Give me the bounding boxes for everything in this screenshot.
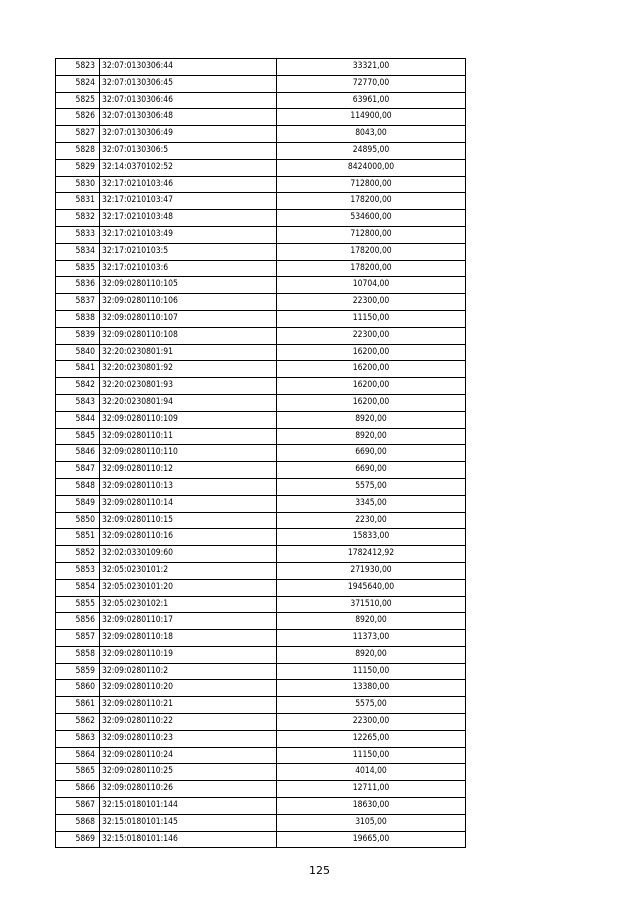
cadastral-value-cell: 11150,00 bbox=[277, 310, 466, 327]
row-number-cell: 5848 bbox=[56, 478, 100, 495]
table-row bbox=[56, 546, 466, 563]
table-row bbox=[56, 680, 466, 697]
row-number-cell: 5864 bbox=[56, 747, 100, 764]
cadastral-value-cell: 2230,00 bbox=[277, 512, 466, 529]
cadastral-number-cell: 32:07:0130306:5 bbox=[100, 142, 277, 159]
table-row bbox=[56, 327, 466, 344]
table-row bbox=[56, 814, 466, 831]
cadastral-value-cell: 72770,00 bbox=[277, 75, 466, 92]
cadastral-number-cell: 32:09:0280110:15 bbox=[100, 512, 277, 529]
table-row bbox=[56, 764, 466, 781]
cadastral-number-cell: 32:15:0180101:145 bbox=[100, 814, 277, 831]
row-number-cell: 5837 bbox=[56, 294, 100, 311]
cadastral-number-cell: 32:07:0130306:49 bbox=[100, 126, 277, 143]
cadastral-value-cell: 24895,00 bbox=[277, 142, 466, 159]
row-number-cell: 5824 bbox=[56, 75, 100, 92]
cadastral-number-cell: 32:09:0280110:18 bbox=[100, 630, 277, 647]
row-number-cell: 5825 bbox=[56, 92, 100, 109]
table-row bbox=[56, 495, 466, 512]
row-number-cell: 5844 bbox=[56, 411, 100, 428]
table-row bbox=[56, 378, 466, 395]
table-row bbox=[56, 428, 466, 445]
cadastral-number-cell: 32:15:0180101:146 bbox=[100, 831, 277, 848]
cadastral-value-cell: 8920,00 bbox=[277, 411, 466, 428]
cadastral-value-cell: 712800,00 bbox=[277, 226, 466, 243]
cadastral-number-cell: 32:07:0130306:44 bbox=[100, 59, 277, 76]
table-row bbox=[56, 310, 466, 327]
cadastral-number-cell: 32:20:0230801:92 bbox=[100, 361, 277, 378]
cadastral-number-cell: 32:09:0280110:13 bbox=[100, 478, 277, 495]
cadastral-value-cell: 11150,00 bbox=[277, 747, 466, 764]
cadastral-value-cell: 712800,00 bbox=[277, 176, 466, 193]
cadastral-value-cell: 8424000,00 bbox=[277, 159, 466, 176]
cadastral-value-cell: 3345,00 bbox=[277, 495, 466, 512]
table-row bbox=[56, 596, 466, 613]
table-row bbox=[56, 730, 466, 747]
cadastral-value-cell: 11373,00 bbox=[277, 630, 466, 647]
row-number-cell: 5842 bbox=[56, 378, 100, 395]
cadastral-number-cell: 32:20:0230801:91 bbox=[100, 344, 277, 361]
row-number-cell: 5857 bbox=[56, 630, 100, 647]
table-row bbox=[56, 478, 466, 495]
cadastral-value-cell: 1782412,92 bbox=[277, 546, 466, 563]
row-number-cell: 5839 bbox=[56, 327, 100, 344]
cadastral-value-cell: 63961,00 bbox=[277, 92, 466, 109]
table-row bbox=[56, 176, 466, 193]
row-number-cell: 5863 bbox=[56, 730, 100, 747]
cadastral-number-cell: 32:09:0280110:16 bbox=[100, 529, 277, 546]
cadastral-value-cell: 114900,00 bbox=[277, 109, 466, 126]
cadastral-number-cell: 32:09:0280110:105 bbox=[100, 277, 277, 294]
row-number-cell: 5826 bbox=[56, 109, 100, 126]
cadastral-value-cell: 8920,00 bbox=[277, 428, 466, 445]
row-number-cell: 5849 bbox=[56, 495, 100, 512]
table-row bbox=[56, 344, 466, 361]
row-number-cell: 5845 bbox=[56, 428, 100, 445]
row-number-cell: 5853 bbox=[56, 562, 100, 579]
row-number-cell: 5832 bbox=[56, 210, 100, 227]
row-number-cell: 5860 bbox=[56, 680, 100, 697]
row-number-cell: 5840 bbox=[56, 344, 100, 361]
row-number-cell: 5823 bbox=[56, 59, 100, 76]
table-row bbox=[56, 411, 466, 428]
cadastral-number-cell: 32:09:0280110:20 bbox=[100, 680, 277, 697]
cadastral-value-table bbox=[55, 58, 466, 848]
table-row bbox=[56, 798, 466, 815]
row-number-cell: 5861 bbox=[56, 697, 100, 714]
table-row bbox=[56, 562, 466, 579]
table-row bbox=[56, 193, 466, 210]
cadastral-value-cell: 15833,00 bbox=[277, 529, 466, 546]
table-row bbox=[56, 445, 466, 462]
cadastral-number-cell: 32:09:0280110:23 bbox=[100, 730, 277, 747]
table-row bbox=[56, 394, 466, 411]
row-number-cell: 5833 bbox=[56, 226, 100, 243]
table-row bbox=[56, 831, 466, 848]
cadastral-number-cell: 32:05:0230101:20 bbox=[100, 579, 277, 596]
page-number: 125 bbox=[309, 864, 330, 877]
table-row bbox=[56, 714, 466, 731]
cadastral-number-cell: 32:09:0280110:22 bbox=[100, 714, 277, 731]
table-row bbox=[56, 646, 466, 663]
cadastral-number-cell: 32:09:0280110:107 bbox=[100, 310, 277, 327]
table-row bbox=[56, 361, 466, 378]
table-row bbox=[56, 126, 466, 143]
table-row bbox=[56, 243, 466, 260]
cadastral-value-cell: 8043,00 bbox=[277, 126, 466, 143]
cadastral-value-cell: 4014,00 bbox=[277, 764, 466, 781]
table-row bbox=[56, 579, 466, 596]
row-number-cell: 5855 bbox=[56, 596, 100, 613]
cadastral-number-cell: 32:09:0280110:106 bbox=[100, 294, 277, 311]
cadastral-value-cell: 22300,00 bbox=[277, 327, 466, 344]
cadastral-value-cell: 12711,00 bbox=[277, 781, 466, 798]
cadastral-value-cell: 19665,00 bbox=[277, 831, 466, 848]
cadastral-number-cell: 32:09:0280110:11 bbox=[100, 428, 277, 445]
cadastral-number-cell: 32:09:0280110:26 bbox=[100, 781, 277, 798]
table-row bbox=[56, 697, 466, 714]
cadastral-number-cell: 32:07:0130306:45 bbox=[100, 75, 277, 92]
cadastral-value-cell: 178200,00 bbox=[277, 193, 466, 210]
cadastral-value-cell: 178200,00 bbox=[277, 243, 466, 260]
cadastral-value-cell: 6690,00 bbox=[277, 445, 466, 462]
table-row bbox=[56, 210, 466, 227]
cadastral-value-cell: 22300,00 bbox=[277, 294, 466, 311]
cadastral-value-cell: 33321,00 bbox=[277, 59, 466, 76]
table-row bbox=[56, 260, 466, 277]
row-number-cell: 5835 bbox=[56, 260, 100, 277]
table-row bbox=[56, 747, 466, 764]
cadastral-value-cell: 18630,00 bbox=[277, 798, 466, 815]
row-number-cell: 5834 bbox=[56, 243, 100, 260]
row-number-cell: 5829 bbox=[56, 159, 100, 176]
cadastral-number-cell: 32:17:0210103:46 bbox=[100, 176, 277, 193]
row-number-cell: 5862 bbox=[56, 714, 100, 731]
row-number-cell: 5858 bbox=[56, 646, 100, 663]
row-number-cell: 5841 bbox=[56, 361, 100, 378]
table-row bbox=[56, 226, 466, 243]
cadastral-number-cell: 32:09:0280110:19 bbox=[100, 646, 277, 663]
row-number-cell: 5843 bbox=[56, 394, 100, 411]
cadastral-value-cell: 6690,00 bbox=[277, 462, 466, 479]
cadastral-value-cell: 13380,00 bbox=[277, 680, 466, 697]
cadastral-value-cell: 5575,00 bbox=[277, 478, 466, 495]
cadastral-number-cell: 32:20:0230801:94 bbox=[100, 394, 277, 411]
row-number-cell: 5865 bbox=[56, 764, 100, 781]
table-row bbox=[56, 630, 466, 647]
cadastral-number-cell: 32:07:0130306:48 bbox=[100, 109, 277, 126]
table-row bbox=[56, 92, 466, 109]
cadastral-value-cell: 534600,00 bbox=[277, 210, 466, 227]
cadastral-value-cell: 16200,00 bbox=[277, 378, 466, 395]
cadastral-value-cell: 16200,00 bbox=[277, 344, 466, 361]
row-number-cell: 5856 bbox=[56, 613, 100, 630]
cadastral-value-cell: 11150,00 bbox=[277, 663, 466, 680]
table-body bbox=[56, 59, 466, 848]
table-row bbox=[56, 781, 466, 798]
row-number-cell: 5850 bbox=[56, 512, 100, 529]
table-row bbox=[56, 109, 466, 126]
table-row bbox=[56, 529, 466, 546]
row-number-cell: 5868 bbox=[56, 814, 100, 831]
cadastral-number-cell: 32:20:0230801:93 bbox=[100, 378, 277, 395]
cadastral-number-cell: 32:17:0210103:6 bbox=[100, 260, 277, 277]
cadastral-number-cell: 32:17:0210103:47 bbox=[100, 193, 277, 210]
cadastral-value-cell: 12265,00 bbox=[277, 730, 466, 747]
row-number-cell: 5851 bbox=[56, 529, 100, 546]
row-number-cell: 5846 bbox=[56, 445, 100, 462]
cadastral-value-cell: 371510,00 bbox=[277, 596, 466, 613]
cadastral-number-cell: 32:09:0280110:108 bbox=[100, 327, 277, 344]
cadastral-number-cell: 32:15:0180101:144 bbox=[100, 798, 277, 815]
cadastral-value-cell: 8920,00 bbox=[277, 613, 466, 630]
cadastral-value-cell: 10704,00 bbox=[277, 277, 466, 294]
table-row bbox=[56, 142, 466, 159]
cadastral-number-cell: 32:17:0210103:5 bbox=[100, 243, 277, 260]
cadastral-value-cell: 271930,00 bbox=[277, 562, 466, 579]
row-number-cell: 5836 bbox=[56, 277, 100, 294]
cadastral-number-cell: 32:09:0280110:109 bbox=[100, 411, 277, 428]
table-row bbox=[56, 663, 466, 680]
cadastral-number-cell: 32:09:0280110:110 bbox=[100, 445, 277, 462]
cadastral-number-cell: 32:17:0210103:49 bbox=[100, 226, 277, 243]
cadastral-value-cell: 22300,00 bbox=[277, 714, 466, 731]
row-number-cell: 5838 bbox=[56, 310, 100, 327]
cadastral-number-cell: 32:05:0230102:1 bbox=[100, 596, 277, 613]
cadastral-number-cell: 32:09:0280110:12 bbox=[100, 462, 277, 479]
cadastral-value-cell: 178200,00 bbox=[277, 260, 466, 277]
cadastral-number-cell: 32:09:0280110:24 bbox=[100, 747, 277, 764]
cadastral-value-cell: 8920,00 bbox=[277, 646, 466, 663]
cadastral-number-cell: 32:17:0210103:48 bbox=[100, 210, 277, 227]
table-row bbox=[56, 159, 466, 176]
row-number-cell: 5867 bbox=[56, 798, 100, 815]
cadastral-number-cell: 32:09:0280110:2 bbox=[100, 663, 277, 680]
table-row bbox=[56, 512, 466, 529]
cadastral-value-cell: 3105,00 bbox=[277, 814, 466, 831]
cadastral-number-cell: 32:09:0280110:17 bbox=[100, 613, 277, 630]
table-row bbox=[56, 294, 466, 311]
row-number-cell: 5869 bbox=[56, 831, 100, 848]
table-row bbox=[56, 462, 466, 479]
table-row bbox=[56, 75, 466, 92]
cadastral-number-cell: 32:09:0280110:14 bbox=[100, 495, 277, 512]
cadastral-value-cell: 16200,00 bbox=[277, 361, 466, 378]
row-number-cell: 5866 bbox=[56, 781, 100, 798]
row-number-cell: 5828 bbox=[56, 142, 100, 159]
cadastral-value-cell: 5575,00 bbox=[277, 697, 466, 714]
table-row bbox=[56, 613, 466, 630]
cadastral-value-cell: 1945640,00 bbox=[277, 579, 466, 596]
table-row bbox=[56, 277, 466, 294]
cadastral-number-cell: 32:05:0230101:2 bbox=[100, 562, 277, 579]
row-number-cell: 5847 bbox=[56, 462, 100, 479]
row-number-cell: 5854 bbox=[56, 579, 100, 596]
cadastral-number-cell: 32:02:0330109:60 bbox=[100, 546, 277, 563]
cadastral-number-cell: 32:09:0280110:25 bbox=[100, 764, 277, 781]
row-number-cell: 5852 bbox=[56, 546, 100, 563]
row-number-cell: 5859 bbox=[56, 663, 100, 680]
row-number-cell: 5831 bbox=[56, 193, 100, 210]
cadastral-number-cell: 32:14:0370102:52 bbox=[100, 159, 277, 176]
cadastral-number-cell: 32:09:0280110:21 bbox=[100, 697, 277, 714]
cadastral-number-cell: 32:07:0130306:46 bbox=[100, 92, 277, 109]
row-number-cell: 5830 bbox=[56, 176, 100, 193]
cadastral-value-cell: 16200,00 bbox=[277, 394, 466, 411]
table-row bbox=[56, 59, 466, 76]
row-number-cell: 5827 bbox=[56, 126, 100, 143]
